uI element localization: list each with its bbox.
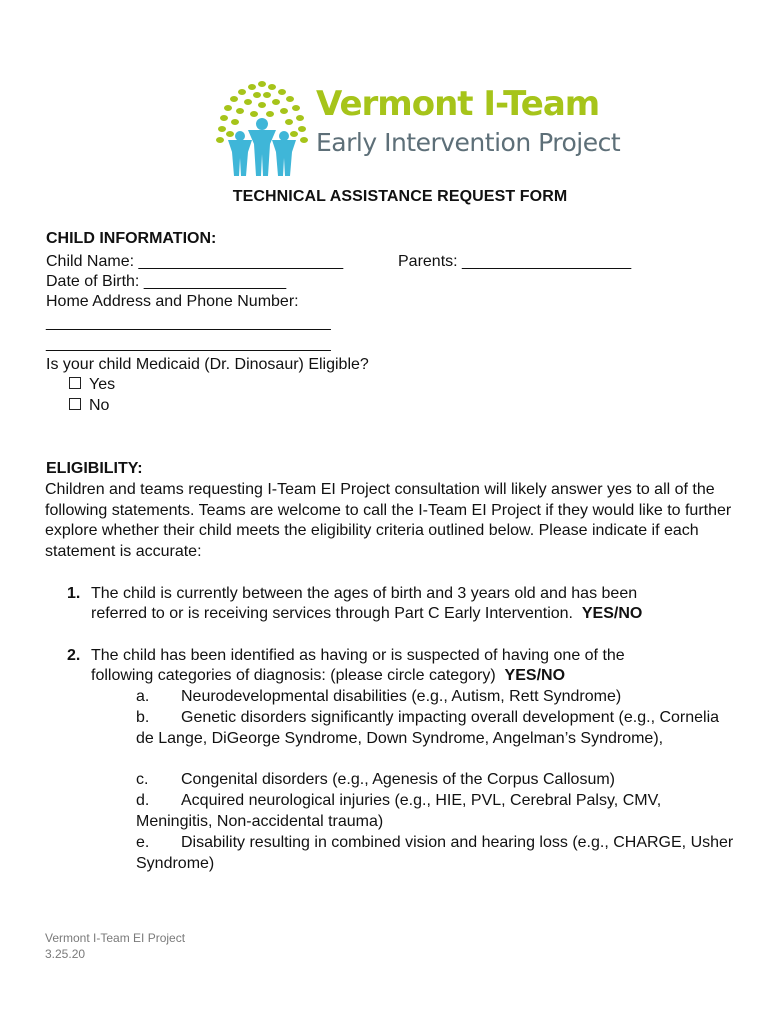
eligibility-intro: Children and teams requesting I-Team EI Project consultation will likely answer yes to all of the following statements. Teams are welcome to call the I-Team EI Project if they would like to further explore whether their child meets the eligibility criteria outlined below. Please indicate if each statement is accurate: [45, 481, 732, 560]
category-e-letter: e. [136, 834, 150, 851]
vermont-iteam-logo [208, 78, 621, 182]
item-2-answer[interactable]: YES/NO [504, 667, 566, 684]
parents-field[interactable]: Parents: ___________________ [398, 253, 632, 270]
item-2-number: 2. [67, 647, 81, 664]
yes-label: Yes [89, 376, 116, 393]
item-2-line-2-text: following categories of diagnosis: (please circle category) [91, 667, 496, 684]
category-e-text: Disability resulting in combined vision and hearing loss (e.g., CHARGE, Usher Syndrome) [136, 834, 734, 872]
no-label: No [89, 397, 110, 414]
medicaid-question: Is your child Medicaid (Dr. Dinosaur) Eligible? [46, 356, 369, 373]
form-title: TECHNICAL ASSISTANCE REQUEST FORM [232, 188, 568, 205]
address-line-1[interactable]: ________________________________ [46, 314, 331, 331]
item-1-answer[interactable]: YES/NO [581, 605, 643, 622]
child-info-heading: CHILD INFORMATION: [46, 230, 217, 247]
child-name-field[interactable]: Child Name: _______________________ [46, 253, 344, 270]
category-c-text: Congenital disorders (e.g., Agenesis of the Corpus Callosum) [181, 771, 615, 788]
footer-org: Vermont I-Team EI Project [45, 931, 186, 945]
address-label: Home Address and Phone Number: [46, 293, 299, 310]
category-a-letter: a. [136, 688, 150, 705]
footer [45, 930, 185, 962]
logo-title: Vermont I-Team [316, 84, 600, 124]
category-d-letter: d. [136, 792, 150, 809]
footer-date: 3.25.20 [45, 947, 86, 961]
yes-checkbox[interactable] [69, 377, 81, 389]
category-b-letter: b. [136, 709, 150, 726]
category-a-text: Neurodevelopmental disabilities (e.g., Autism, Rett Syndrome) [181, 688, 622, 705]
category-b-text: Genetic disorders significantly impacting overall development (e.g., Cornelia de Lange, DiGeorge Syndrome, Down Syndrome, Angelman’s Syndrome), [136, 709, 720, 747]
item-1-line-2 [91, 604, 642, 625]
logo-subtitle: Early Intervention Project [316, 128, 621, 157]
item-1-line-2-text: referred to or is receiving services through Part C Early Intervention. [91, 605, 573, 622]
medicaid-yes-option[interactable] [69, 375, 115, 396]
category-b[interactable] [136, 708, 736, 749]
item-2-line-2 [91, 666, 565, 687]
category-a[interactable] [136, 687, 736, 708]
item-2-line-1: The child has been identified as having or is suspected of having one of the [91, 647, 625, 664]
eligibility-heading: ELIGIBILITY: [46, 460, 143, 477]
item-1-line-1: The child is currently between the ages of birth and 3 years old and has been [91, 585, 638, 602]
category-c-letter: c. [136, 771, 149, 788]
category-e[interactable] [136, 833, 736, 874]
tree-family-icon [208, 78, 316, 182]
dob-field[interactable]: Date of Birth: ________________ [46, 273, 287, 290]
address-line-2[interactable]: ________________________________ [46, 335, 331, 352]
category-d-text: Acquired neurological injuries (e.g., HIE, PVL, Cerebral Palsy, CMV, Meningitis, Non-accidental trauma) [136, 792, 662, 830]
medicaid-no-option[interactable] [69, 396, 109, 417]
no-checkbox[interactable] [69, 398, 81, 410]
category-d[interactable] [136, 791, 736, 832]
item-1-number: 1. [67, 585, 81, 602]
category-c[interactable] [136, 770, 736, 791]
